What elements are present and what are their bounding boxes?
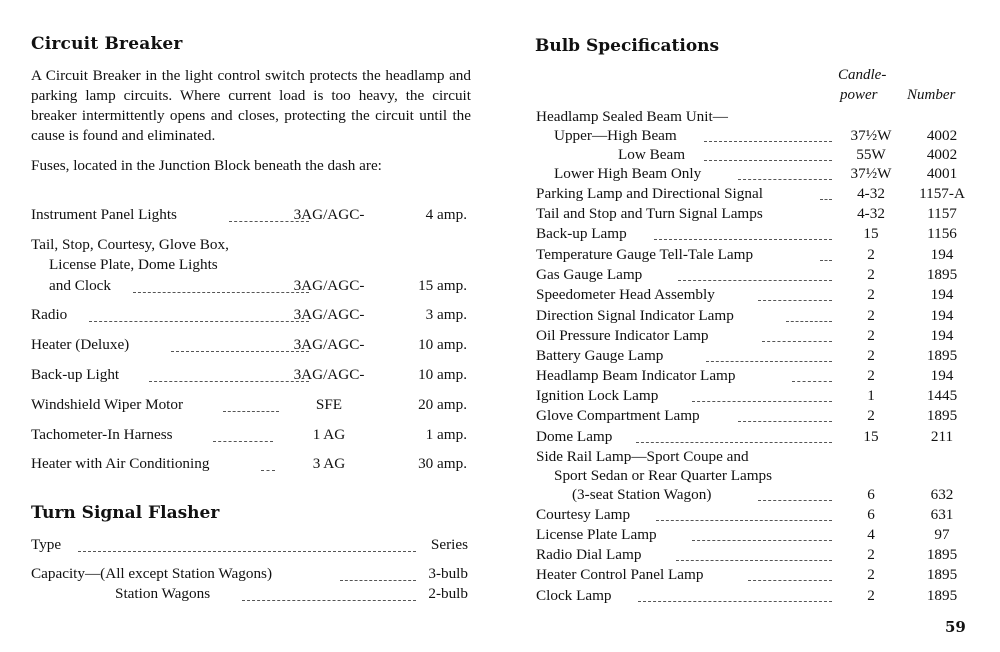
dot-leader bbox=[213, 441, 273, 442]
bulb-label: (3-seat Station Wagon) bbox=[572, 486, 712, 503]
flasher-type-value: Series bbox=[430, 536, 468, 553]
bulb-number: 211 bbox=[930, 428, 954, 445]
dot-leader bbox=[678, 280, 832, 281]
bulb-label: Headlamp Sealed Beam Unit— bbox=[536, 108, 728, 125]
dot-leader bbox=[738, 179, 832, 180]
dot-leader bbox=[758, 300, 832, 301]
bulb-candlepower: 2 bbox=[867, 246, 875, 263]
bulb-row bbox=[536, 587, 976, 607]
page-number: 59 bbox=[945, 618, 966, 636]
bulb-row bbox=[536, 108, 976, 128]
dot-leader bbox=[656, 520, 832, 521]
bulb-label: Ignition Lock Lamp bbox=[536, 387, 659, 404]
fuses-intro: Fuses, located in the Junction Block beneath the dash are: bbox=[31, 157, 382, 174]
fuse-label-line: Tail, Stop, Courtesy, Glove Box, bbox=[31, 236, 229, 253]
bulb-number: 1445 bbox=[926, 387, 958, 404]
dot-leader bbox=[820, 260, 832, 261]
bulb-number: 4002 bbox=[926, 146, 958, 163]
bulb-row bbox=[536, 246, 976, 266]
fuse-type: 1 AG bbox=[312, 426, 346, 443]
header-candle: Candle- bbox=[838, 67, 887, 83]
fuse-label: Windshield Wiper Motor bbox=[31, 396, 184, 413]
bulb-number: 194 bbox=[930, 286, 954, 303]
bulb-row bbox=[536, 185, 976, 205]
bulb-label: Heater Control Panel Lamp bbox=[536, 566, 704, 583]
bulb-label: Oil Pressure Indicator Lamp bbox=[536, 327, 709, 344]
fuse-amp: 10 amp. bbox=[418, 336, 467, 353]
bulb-number: 194 bbox=[930, 246, 954, 263]
fuse-amp: 20 amp. bbox=[418, 396, 467, 413]
bulb-number: 4002 bbox=[926, 127, 958, 144]
bulb-row bbox=[536, 546, 976, 566]
bulb-candlepower: 2 bbox=[867, 367, 875, 384]
dot-leader bbox=[820, 199, 832, 200]
circuit-breaker-title: Circuit Breaker bbox=[31, 34, 183, 54]
fuse-label: Radio bbox=[31, 306, 68, 323]
bulb-number: 1895 bbox=[926, 266, 958, 283]
dot-leader bbox=[89, 321, 309, 322]
bulb-label: License Plate Lamp bbox=[536, 526, 657, 543]
bulb-row bbox=[536, 448, 976, 468]
bulb-candlepower: 1 bbox=[867, 387, 875, 404]
bulb-candlepower: 2 bbox=[867, 546, 875, 563]
bulb-candlepower: 37½W bbox=[850, 165, 892, 182]
flasher-station-label: Station Wagons bbox=[115, 585, 211, 602]
fuse-label: and Clock bbox=[49, 277, 112, 294]
fuse-label-line: License Plate, Dome Lights bbox=[49, 256, 218, 273]
dot-leader bbox=[786, 321, 832, 322]
dot-leader bbox=[738, 421, 832, 422]
header-number: Number bbox=[907, 87, 956, 103]
dot-leader bbox=[654, 239, 832, 240]
bulb-candlepower: 2 bbox=[867, 407, 875, 424]
fuse-label: Heater (Deluxe) bbox=[31, 336, 130, 353]
bulb-row bbox=[536, 327, 976, 347]
bulb-candlepower: 4-32 bbox=[857, 185, 885, 202]
bulb-row bbox=[536, 307, 976, 327]
fuse-type: 3AG/AGC- bbox=[293, 277, 365, 294]
bulb-label: Glove Compartment Lamp bbox=[536, 407, 700, 424]
dot-leader bbox=[340, 580, 416, 581]
fuse-type: 3 AG bbox=[312, 455, 346, 472]
bulb-number: 194 bbox=[930, 367, 954, 384]
bulb-candlepower: 2 bbox=[867, 286, 875, 303]
bulb-label: Radio Dial Lamp bbox=[536, 546, 642, 563]
bulb-number: 1895 bbox=[926, 407, 958, 424]
dot-leader bbox=[676, 560, 832, 561]
bulb-number: 194 bbox=[930, 307, 954, 324]
bulb-label: Lower High Beam Only bbox=[554, 165, 702, 182]
dot-leader bbox=[638, 601, 832, 602]
fuse-amp: 10 amp. bbox=[418, 366, 467, 383]
bulb-row bbox=[536, 407, 976, 427]
dot-leader bbox=[704, 141, 832, 142]
bulb-row bbox=[536, 127, 976, 147]
bulb-candlepower: 4 bbox=[867, 526, 875, 543]
dot-leader bbox=[692, 401, 832, 402]
bulb-label: Dome Lamp bbox=[536, 428, 613, 445]
fuse-label: Back-up Light bbox=[31, 366, 120, 383]
bulb-candlepower: 2 bbox=[867, 587, 875, 604]
fuse-label: Heater with Air Conditioning bbox=[31, 455, 210, 472]
bulb-row bbox=[536, 467, 976, 487]
bulb-label: Upper—High Beam bbox=[554, 127, 677, 144]
bulb-row bbox=[536, 286, 976, 306]
dot-leader bbox=[704, 160, 832, 161]
flasher-capacity-label: Capacity—(All except Station Wagons) bbox=[31, 565, 273, 582]
bulb-label: Speedometer Head Assembly bbox=[536, 286, 715, 303]
fuse-amp: 4 amp. bbox=[425, 206, 467, 223]
bulb-label: Sport Sedan or Rear Quarter Lamps bbox=[554, 467, 773, 484]
bulb-number: 1156 bbox=[927, 225, 957, 242]
dot-leader bbox=[748, 580, 832, 581]
bulb-candlepower: 6 bbox=[867, 506, 875, 523]
flasher-capacity-value: 3-bulb bbox=[428, 565, 468, 582]
bulb-row bbox=[536, 367, 976, 387]
fuse-type: 3AG/AGC- bbox=[293, 306, 365, 323]
header-power: power bbox=[840, 87, 878, 103]
dot-leader bbox=[762, 341, 832, 342]
bulb-row bbox=[536, 146, 976, 166]
bulb-label: Courtesy Lamp bbox=[536, 506, 631, 523]
bulb-candlepower: 2 bbox=[867, 307, 875, 324]
bulb-number: 1157-A bbox=[919, 185, 965, 202]
fuse-amp: 30 amp. bbox=[418, 455, 467, 472]
bulb-row bbox=[536, 205, 976, 225]
turn-signal-flasher-title: Turn Signal Flasher bbox=[31, 503, 220, 523]
bulb-label: Clock Lamp bbox=[536, 587, 612, 604]
dot-leader bbox=[792, 381, 832, 382]
bulb-label: Gas Gauge Lamp bbox=[536, 266, 643, 283]
bulb-label: Temperature Gauge Tell-Tale Lamp bbox=[536, 246, 754, 263]
fuse-type: SFE bbox=[315, 396, 343, 413]
bulb-label: Parking Lamp and Directional Signal bbox=[536, 185, 763, 202]
bulb-number: 97 bbox=[934, 526, 950, 543]
fuse-amp: 3 amp. bbox=[425, 306, 467, 323]
bulb-number: 1895 bbox=[926, 566, 958, 583]
fuse-amp: 15 amp. bbox=[418, 277, 467, 294]
dot-leader bbox=[706, 361, 832, 362]
bulb-candlepower: 2 bbox=[867, 347, 875, 364]
bulb-row bbox=[536, 225, 976, 245]
fuse-label: Instrument Panel Lights bbox=[31, 206, 177, 223]
bulb-row bbox=[536, 266, 976, 286]
fuse-type: 3AG/AGC- bbox=[293, 366, 365, 383]
circuit-breaker-paragraph: A Circuit Breaker in the light control switch protects the headlamp and parking lamp circuits. Where current load is too heavy, the circuit breaker intermittently opens and closes, protecting the circuit until the cause is found and eliminated. bbox=[31, 67, 471, 144]
bulb-candlepower: 6 bbox=[867, 486, 875, 503]
bulb-row bbox=[536, 428, 976, 448]
bulb-row bbox=[536, 165, 976, 185]
dot-leader bbox=[261, 470, 275, 471]
bulb-row bbox=[536, 486, 976, 506]
bulb-candlepower: 15 bbox=[863, 225, 879, 242]
bulb-number: 1157 bbox=[927, 205, 957, 222]
bulb-label: Direction Signal Indicator Lamp bbox=[536, 307, 734, 324]
bulb-label: Battery Gauge Lamp bbox=[536, 347, 664, 364]
bulb-row bbox=[536, 506, 976, 526]
bulb-candlepower: 37½W bbox=[850, 127, 892, 144]
bulb-number: 4001 bbox=[926, 165, 958, 182]
bulb-row bbox=[536, 526, 976, 546]
dot-leader bbox=[78, 551, 416, 552]
bulb-label: Headlamp Beam Indicator Lamp bbox=[536, 367, 736, 384]
bulb-candlepower: 2 bbox=[867, 327, 875, 344]
bulb-number: 632 bbox=[930, 486, 954, 503]
bulb-row bbox=[536, 387, 976, 407]
dot-leader bbox=[758, 500, 832, 501]
left-column bbox=[31, 34, 471, 176]
bulb-number: 194 bbox=[930, 327, 954, 344]
fuse-label: Tachometer-In Harness bbox=[31, 426, 173, 443]
bulb-number: 1895 bbox=[926, 546, 958, 563]
bulb-number: 631 bbox=[930, 506, 954, 523]
bulb-candlepower: 55W bbox=[856, 146, 886, 163]
bulb-row bbox=[536, 566, 976, 586]
bulb-label: Low Beam bbox=[618, 146, 686, 163]
bulb-row bbox=[536, 347, 976, 367]
bulb-candlepower: 2 bbox=[867, 566, 875, 583]
bulb-label: Tail and Stop and Turn Signal Lamps bbox=[536, 205, 763, 222]
bulb-specifications-title: Bulb Specifications bbox=[535, 36, 720, 56]
fuse-type: 3AG/AGC- bbox=[293, 206, 365, 223]
fuse-type: 3AG/AGC- bbox=[293, 336, 365, 353]
bulb-number: 1895 bbox=[926, 587, 958, 604]
bulb-candlepower: 2 bbox=[867, 266, 875, 283]
fuse-amp: 1 amp. bbox=[425, 426, 467, 443]
dot-leader bbox=[636, 442, 832, 443]
flasher-station-value: 2-bulb bbox=[428, 585, 468, 602]
dot-leader bbox=[242, 600, 416, 601]
dot-leader bbox=[223, 411, 279, 412]
dot-leader bbox=[692, 540, 832, 541]
bulb-candlepower: 15 bbox=[863, 428, 879, 445]
bulb-label: Back-up Lamp bbox=[536, 225, 627, 242]
bulb-number: 1895 bbox=[926, 347, 958, 364]
flasher-type-label: Type bbox=[31, 536, 62, 553]
bulb-label: Side Rail Lamp—Sport Coupe and bbox=[536, 448, 749, 465]
bulb-candlepower: 4-32 bbox=[857, 205, 885, 222]
